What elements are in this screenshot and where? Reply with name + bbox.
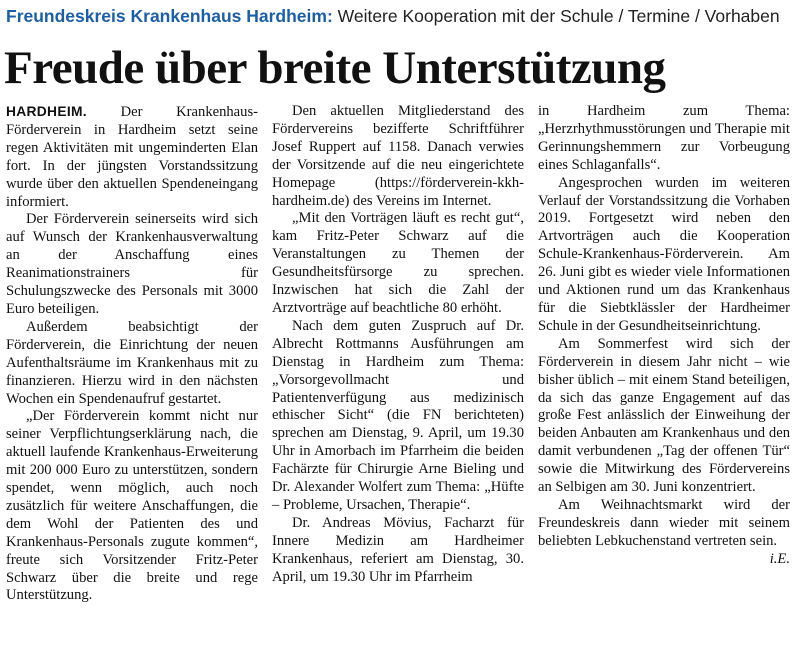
dateline: HARDHEIM. [6, 104, 87, 119]
article-column-1 [6, 103, 258, 605]
kicker-section: Freundeskreis Krankenhaus Hardheim: [6, 6, 333, 26]
article-headline: Freude über breite Unterstützung [4, 42, 666, 94]
kicker-topic: Weitere Kooperation mit der Schule / Termine / Vorhaben [332, 6, 780, 26]
article-column-3 [538, 103, 790, 569]
paragraph: Der Förderverein seinerseits wird sich auf Wunsch der Krankenhausverwaltung an der Anschaffung eines Reanimationstrainers für Schulungszwecke des Personals mit 3000 Euro beteiligen. [6, 211, 258, 317]
paragraph: Dr. Andreas Mövius, Facharzt für Innere Medizin am Hardheimer Krankenhaus, referiert am Dienstag, 30. April, um 19.30 Uhr im Pfarrheim [272, 514, 524, 585]
paragraph: Nach dem guten Zuspruch auf Dr. Albrecht Rottmanns Ausführungen am Dienstag in Hardheim zum Thema: „Vorsorgevollmacht und Patientenverfügung aus medizinisch ethischer Sicht“ (die FN berichteten) sprechen am Dienstag, 9. April, um 19.30 Uhr in Amorbach im Pfarrheim die beiden Fachärzte für Chirurgie Arne Bieling und Dr. Alexander Wolfert zum Thema: „Hüfte – Probleme, Ursachen, Therapie“. [272, 317, 524, 513]
paragraph: „Der Förderverein kommt nicht nur seiner Verpflichtungserklärung nach, die aktuell laufende Krankenhaus-Erweiterung mit 200 000 Euro zu unterstützen, sondern spendet, wenn möglich, auch noch zusätzlich für weitere Anschaffungen, die dem Wohl der Patienten des und Krankenhaus-Personals zugute kommen“, freute sich Vorsitzender Fritz-Peter Schwarz über die breite und rege Unterstützung. [6, 408, 258, 604]
paragraph [538, 496, 790, 567]
paragraph: „Mit den Vorträgen läuft es recht gut“, kam Fritz-Peter Schwarz auf die Veranstaltungen zu Themen der Gesundheitsfürsorge zu sprechen. Inzwischen hat sich die Zahl der Arztvorträge auf beachtliche 80 erhöht. [272, 210, 524, 316]
paragraph: in Hardheim zum Thema: „Herzrhythmusstörungen und Therapie mit Gerinnungshemmern zur Vorbeugung eines Schlaganfalls“. [538, 103, 790, 173]
paragraph-text: Am Weihnachtsmarkt wird der Freundeskreis dann wieder mit seinem beliebten Lebkuchenstand vertreten sein. [538, 496, 790, 549]
paragraph: Außerdem beabsichtigt der Förderverein, die Einrichtung der neuen Aufenthaltsräume im Krankenhaus mit zu finanzieren. Hierzu wird in den nächsten Wochen ein Spendenaufruf gestartet. [6, 318, 258, 407]
paragraph-text: Der Krankenhaus-Förderverein in Hardheim setzt seine regen Aktivitäten mit ungeminderten Elan fort. In der jüngsten Vorstandssitzung wurde über den aktuellen Spendeneingang informiert. [6, 104, 258, 210]
paragraph: Angesprochen wurden im weiteren Verlauf der Vorstandssitzung die Vorhaben 2019. Fortgesetzt wird neben den Artvorträgen auch die Kooperation Schule-Krankenhaus-Förderverein. Am 26. Juni gibt es wieder viele Informationen und Aktionen rund um das Krankenhaus für die Siebtklässler der Hardheimer Schule in der Gesundheitseinrichtung. [538, 174, 790, 334]
paragraph [6, 103, 258, 211]
paragraph: Den aktuellen Mitgliederstand des Fördervereins bezifferte Schriftführer Josef Ruppert auf 1158. Danach verwies der Vorsitzende auf die neu eingerichtete Homepage (https://förderverein-kkh-hardheim.de) des Vereins im Internet. [272, 103, 524, 209]
paragraph: Am Sommerfest wird sich der Förderverein in diesem Jahr nicht – wie bisher üblich – mit einem Stand beteiligen, da sich das ganze Engagement auf das große Fest anlässlich der Einweihung der beiden Anbauten am Krankenhaus und den damit verbundenen „Tag der offenen Tür“ sowie die Mitwirkung des Fördervereins an Selbigen am 30. Juni konzentriert. [538, 335, 790, 496]
article-kicker [6, 4, 793, 28]
article-column-2 [272, 103, 524, 586]
author-signature: i.E. [769, 550, 790, 567]
